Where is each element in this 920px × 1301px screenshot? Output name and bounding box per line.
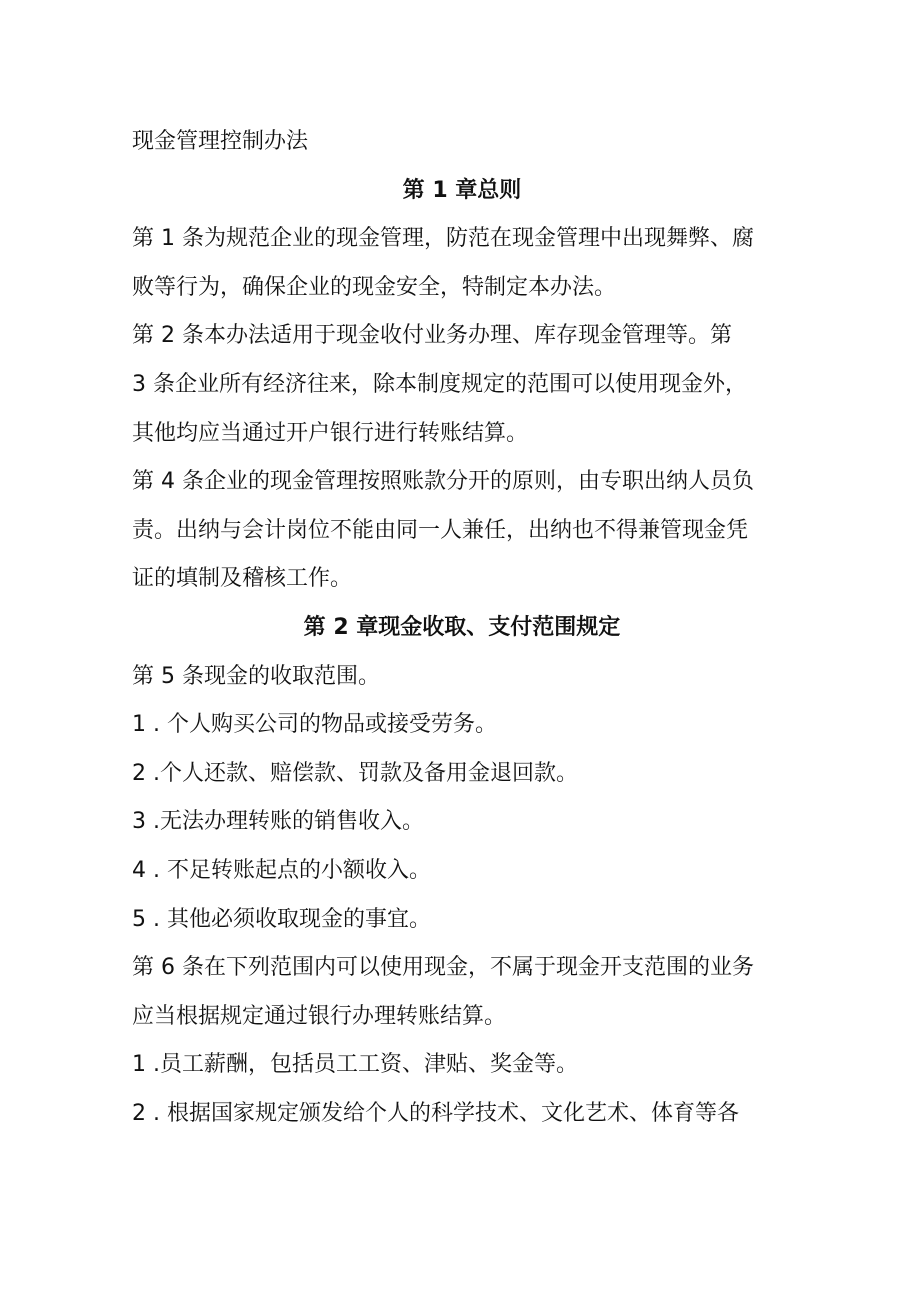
chapter-1-line: 第 2 条本办法适用于现金收付业务办理、库存现金管理等。第 xyxy=(132,323,732,349)
article-6-line: 第 6 条在下列范围内可以使用现金，不属于现金开支范围的业务 xyxy=(132,955,754,981)
article-5-item: 5 . 其他必须收取现金的事宜。 xyxy=(132,906,431,932)
article-6-line: 应当根据规定通过银行办理转账结算。 xyxy=(132,1003,507,1029)
chapter-1-line: 责。出纳与会计岗位不能由同一人兼任，出纳也不得兼管现金凭 xyxy=(132,517,749,543)
chapter-1-line: 其他均应当通过开户银行进行转账结算。 xyxy=(132,420,529,446)
chapter-1-line: 3 条企业所有经济往来，除本制度规定的范围可以使用现金外， xyxy=(132,371,747,397)
article-5-item: 1 . 个人购买公司的物品或接受劳务。 xyxy=(132,712,497,738)
document-title: 现金管理控制办法 xyxy=(132,129,309,154)
chapter-1-line: 败等行为，确保企业的现金安全，特制定本办法。 xyxy=(132,274,617,300)
article-5-item: 3 .无法办理转账的销售收入。 xyxy=(132,809,424,835)
document-page xyxy=(132,118,792,1138)
article-5: 第 5 条现金的收取范围。 xyxy=(132,663,380,689)
chapter-2-heading: 第 2 章现金收取、支付范围规定 xyxy=(303,614,621,640)
chapter-1-line: 证的填制及稽核工作。 xyxy=(132,566,353,592)
article-5-item: 2 .个人还款、赔偿款、罚款及备用金退回款。 xyxy=(132,760,578,786)
article-5-item: 4 . 不足转账起点的小额收入。 xyxy=(132,857,431,883)
article-6-item: 1 .员工薪酬，包括员工工资、津贴、奖金等。 xyxy=(132,1052,578,1078)
chapter-1-line: 第 1 条为规范企业的现金管理，防范在现金管理中出现舞弊、腐 xyxy=(132,226,754,252)
article-6-item: 2 . 根据国家规定颁发给个人的科学技术、文化艺术、体育等各 xyxy=(132,1100,739,1126)
chapter-1-line: 第 4 条企业的现金管理按照账款分开的原则，由专职出纳人员负 xyxy=(132,469,754,495)
chapter-1-heading: 第 1 章总则 xyxy=(402,177,522,203)
